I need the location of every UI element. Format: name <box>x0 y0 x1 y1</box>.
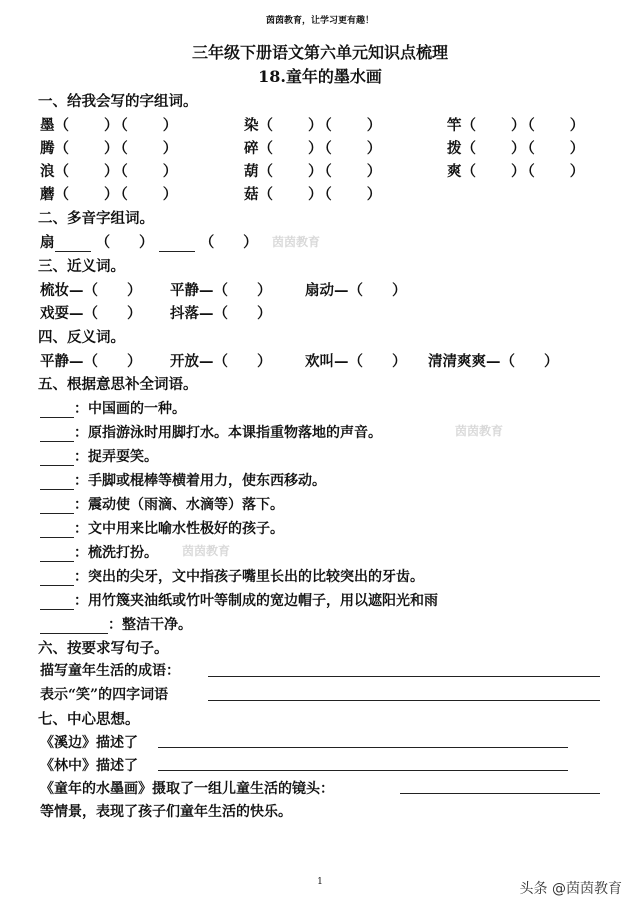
synonym-item: 平静—（ ） <box>170 282 272 299</box>
answer-blank[interactable] <box>55 237 91 252</box>
word-cell: 菇（ ）（ ） <box>244 186 384 203</box>
idiom-prompt: 描写童年生活的成语： <box>40 663 180 679</box>
answer-blank[interactable] <box>40 619 108 634</box>
word-cell: 蘑（ ）（ ） <box>40 186 180 203</box>
word-cell: 竿（ ）（ ） <box>447 117 587 134</box>
central-idea-prompt: 《林中》描述了 <box>40 758 138 774</box>
watermark: 茵茵教育 <box>182 544 231 558</box>
section-7-heading: 七、中心思想。 <box>38 711 140 728</box>
word-cell: 染（ ）（ ） <box>244 117 384 134</box>
page-title: 三年级下册语文第六单元知识点梳理 <box>191 43 448 62</box>
definition-item: ：捉弄耍笑。 <box>40 446 158 466</box>
definition-item: ：用竹篾夹油纸或竹叶等制成的宽边帽子，用以遮阳光和雨 <box>40 590 438 610</box>
word-cell: 爽（ ）（ ） <box>447 163 587 180</box>
central-idea-text: 等情景，表现了孩子们童年生活的快乐。 <box>40 804 292 820</box>
antonym-item: 清清爽爽—（ ） <box>428 353 559 370</box>
answer-line[interactable] <box>208 676 600 677</box>
answer-blank[interactable] <box>40 547 74 562</box>
section-4-heading: 四、反义词。 <box>38 329 125 346</box>
word-cell: 碎（ ）（ ） <box>244 140 384 157</box>
definition-item: ：震动使（雨滴、水滴等）落下。 <box>40 494 284 514</box>
section-1-heading: 一、给我会写的字组词。 <box>38 93 198 110</box>
answer-blank[interactable] <box>40 427 74 442</box>
section-6-heading: 六、按要求写句子。 <box>38 640 169 657</box>
antonym-item: 开放—（ ） <box>170 353 272 370</box>
word-cell: 腾（ ）（ ） <box>40 140 180 157</box>
central-idea-prompt: 《童年的水墨画》摄取了一组儿童生活的镜头： <box>40 781 334 797</box>
word-cell: 浪（ ）（ ） <box>40 163 180 180</box>
answer-blank[interactable] <box>40 571 74 586</box>
central-idea-prompt: 《溪边》描述了 <box>40 735 138 751</box>
word-cell: 葫（ ）（ ） <box>244 163 384 180</box>
answer-blank[interactable] <box>40 499 74 514</box>
answer-line[interactable] <box>208 700 600 701</box>
definition-item: ：中国画的一种。 <box>40 398 186 418</box>
answer-blank[interactable] <box>40 475 74 490</box>
definition-item: ：突出的尖牙，文中指孩子嘴里长出的比较突出的牙齿。 <box>40 566 424 586</box>
antonym-item: 平静—（ ） <box>40 353 142 370</box>
section-2-heading: 二、多音字组词。 <box>38 210 154 227</box>
synonym-item: 抖落—（ ） <box>170 305 272 322</box>
answer-blank[interactable] <box>40 595 74 610</box>
definition-item: ：梳洗打扮。 <box>40 542 158 562</box>
synonym-item: 梳妆—（ ） <box>40 282 142 299</box>
watermark: 茵茵教育 <box>455 424 504 438</box>
section-5-heading: 五、根据意思补全词语。 <box>38 376 198 393</box>
page-number: 1 <box>317 877 323 887</box>
footer-watermark: 头条 @茵茵教育 <box>519 881 622 897</box>
definition-item: ：文中用来比喻水性极好的孩子。 <box>40 518 284 538</box>
answer-line[interactable] <box>158 747 568 748</box>
word-cell: 墨（ ）（ ） <box>40 117 180 134</box>
synonym-item: 扇动—（ ） <box>305 282 407 299</box>
laugh-words-prompt: 表示“笑”的四字词语 <box>40 687 169 703</box>
definition-item: ：原指游泳时用脚打水。本课指重物落地的声音。 <box>40 422 382 442</box>
answer-line[interactable] <box>400 793 600 794</box>
lesson-title: 18.童年的墨水画 <box>258 67 382 86</box>
polyphone-row: 扇 （ ） （ ） <box>40 234 258 251</box>
watermark: 茵茵教育 <box>272 235 321 249</box>
antonym-item: 欢叫—（ ） <box>305 353 407 370</box>
synonym-item: 戏耍—（ ） <box>40 305 142 322</box>
word-cell: 拨（ ）（ ） <box>447 140 587 157</box>
answer-blank[interactable] <box>40 451 74 466</box>
answer-blank[interactable] <box>40 403 74 418</box>
definition-item-continued: ：整洁干净。 <box>40 614 192 634</box>
answer-line[interactable] <box>158 770 568 771</box>
section-3-heading: 三、近义词。 <box>38 258 125 275</box>
definition-item: ：手脚或棍棒等横着用力，使东西移动。 <box>40 470 326 490</box>
answer-blank[interactable] <box>159 237 195 252</box>
header-note: 茵茵教育，让学习更有趣！ <box>265 16 374 26</box>
answer-blank[interactable] <box>40 523 74 538</box>
